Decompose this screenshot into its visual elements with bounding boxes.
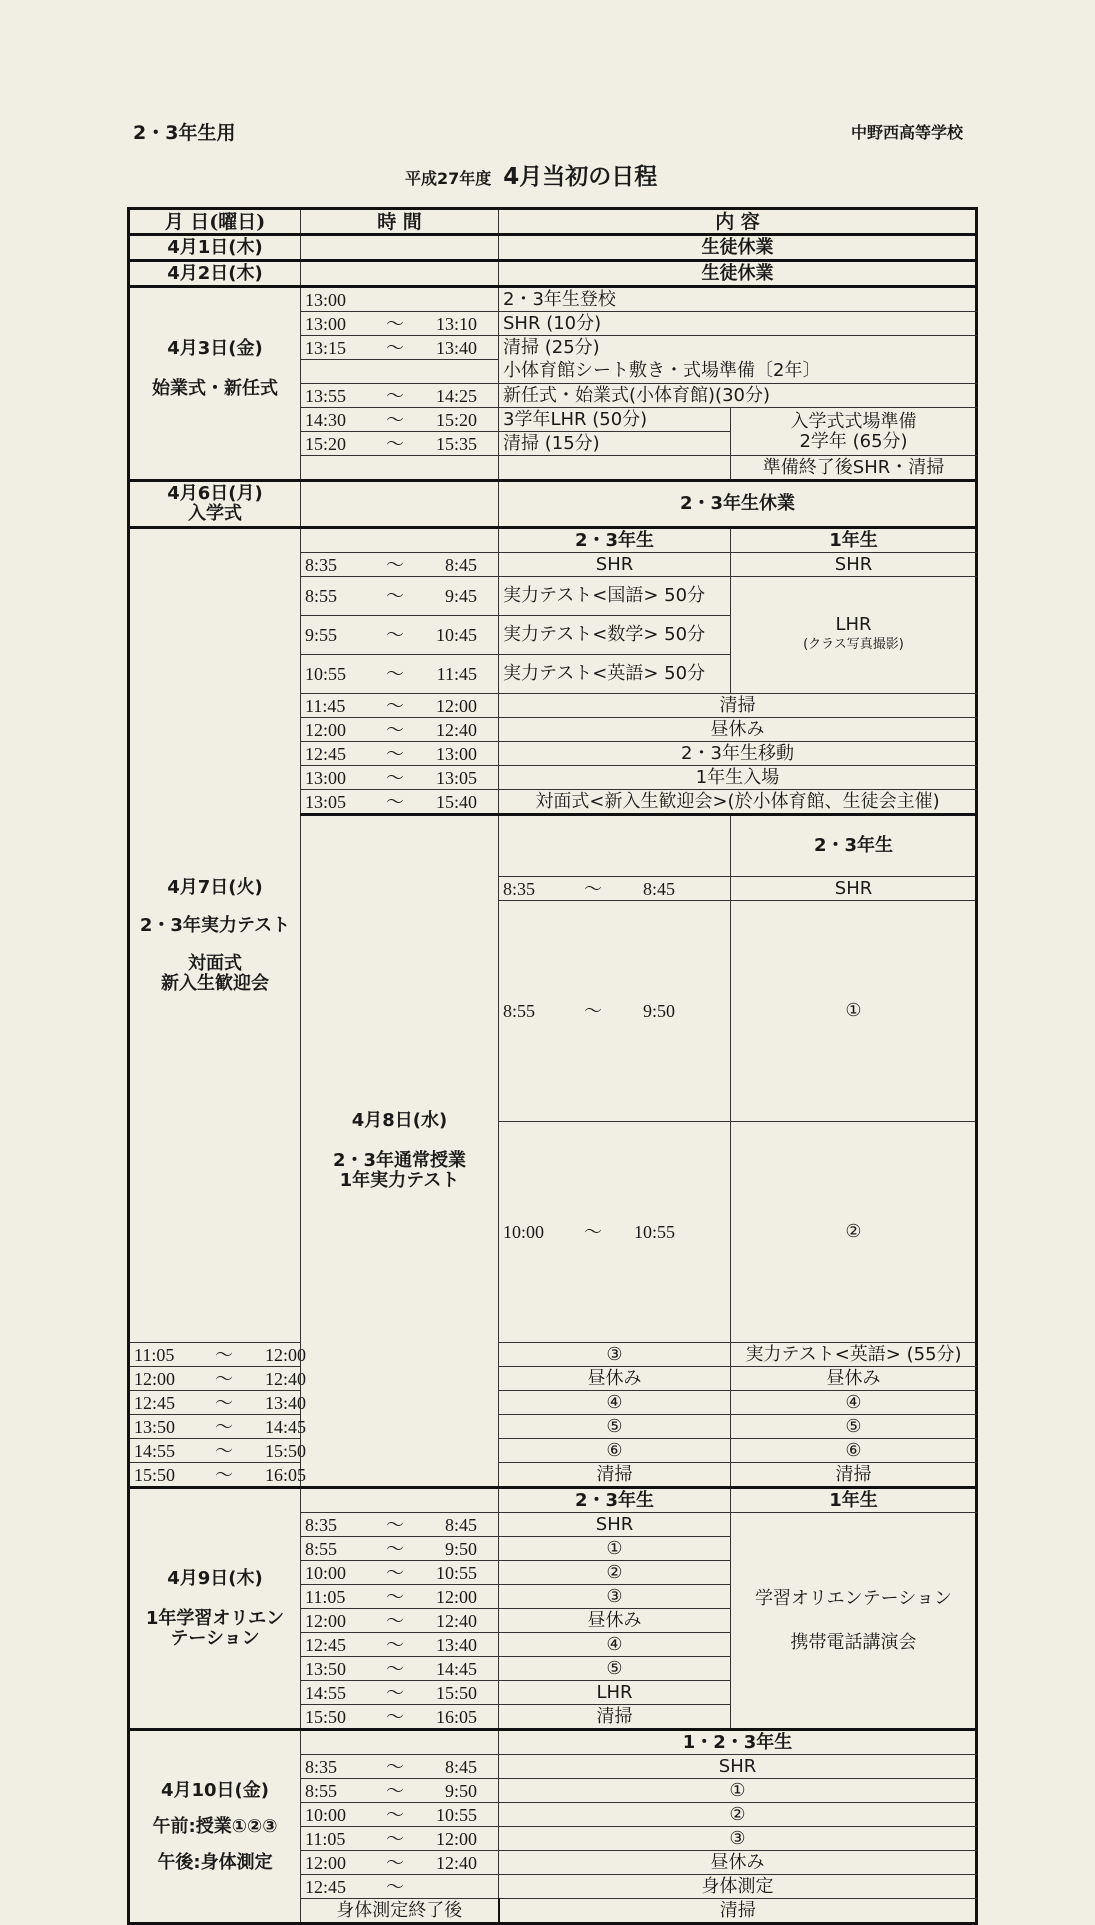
time-cell bbox=[301, 1609, 499, 1633]
time-end: 8:45 bbox=[642, 878, 675, 899]
time-cell: 身体測定終了後 bbox=[301, 1899, 499, 1924]
time-sep: 〜 bbox=[386, 313, 404, 334]
time-cell bbox=[301, 408, 499, 432]
table-row bbox=[129, 287, 977, 312]
prep-line: 2学年 (65分) bbox=[799, 430, 908, 452]
time-cell bbox=[301, 577, 499, 616]
time-start: 13:00 bbox=[305, 767, 347, 788]
content-cell: 実力テスト<国語> 50分 bbox=[499, 577, 731, 616]
content-cell: SHR bbox=[499, 553, 731, 577]
time-cell bbox=[301, 1537, 499, 1561]
time-sep: 〜 bbox=[386, 1756, 404, 1777]
table-row bbox=[129, 261, 977, 287]
orientation-cell bbox=[731, 1513, 977, 1730]
time-start: 8:35 bbox=[503, 878, 536, 899]
time-cell bbox=[301, 261, 499, 287]
time-cell bbox=[301, 287, 499, 312]
content-cell: ⑤ bbox=[731, 1415, 977, 1439]
title-era: 平成27年度 bbox=[405, 169, 492, 188]
content-cell: 昼休み bbox=[499, 1851, 977, 1875]
group-header: 2・3年生 bbox=[499, 528, 731, 553]
content-cell: LHR bbox=[499, 1681, 731, 1705]
time-start: 10:55 bbox=[305, 664, 347, 684]
time-end: 15:20 bbox=[435, 409, 477, 430]
time-start: 12:00 bbox=[134, 1368, 176, 1389]
content-cell: 対面式<新入生歓迎会>(於小体育館、生徒会主催) bbox=[499, 790, 977, 815]
table-row bbox=[129, 481, 977, 528]
time-end: 8:45 bbox=[444, 1514, 477, 1535]
time-sep: 〜 bbox=[386, 433, 404, 454]
time-end: 12:40 bbox=[435, 1852, 477, 1873]
time-start: 10:00 bbox=[503, 1222, 545, 1242]
time-start: 11:45 bbox=[305, 695, 346, 716]
page-title bbox=[405, 158, 657, 191]
time-cell bbox=[301, 1755, 499, 1779]
date-cell bbox=[129, 1488, 301, 1730]
time-cell bbox=[301, 1779, 499, 1803]
time-sep: 〜 bbox=[386, 1876, 404, 1897]
lhr-label: LHR bbox=[835, 614, 872, 635]
date-cell bbox=[129, 481, 301, 528]
content-cell: 清掃 bbox=[499, 694, 977, 718]
title-main: 4月当初の日程 bbox=[503, 164, 658, 190]
time-sep: 〜 bbox=[386, 743, 404, 764]
time-sep: 〜 bbox=[215, 1464, 233, 1485]
content-cell: ① bbox=[731, 901, 977, 1122]
event-label: 始業式・新任式 bbox=[152, 377, 278, 399]
time-start: 13:50 bbox=[134, 1416, 176, 1437]
content-cell: ⑥ bbox=[731, 1439, 977, 1463]
content-cell: ① bbox=[499, 1779, 977, 1803]
group-header: 1・2・3年生 bbox=[499, 1730, 977, 1755]
group-header: 2・3年生 bbox=[731, 815, 977, 877]
time-end: 12:00 bbox=[435, 1828, 477, 1849]
time-sep: 〜 bbox=[215, 1344, 233, 1365]
time-cell bbox=[301, 1488, 499, 1513]
time-end: 8:45 bbox=[444, 554, 477, 575]
time-cell bbox=[301, 790, 499, 815]
time-sep: 〜 bbox=[584, 1222, 602, 1242]
time-start: 15:20 bbox=[305, 433, 347, 454]
col-time: 時 間 bbox=[301, 209, 499, 235]
time-cell bbox=[499, 815, 731, 877]
time-sep: 〜 bbox=[386, 1658, 404, 1679]
content-cell: ⑥ bbox=[499, 1439, 731, 1463]
time-cell bbox=[301, 718, 499, 742]
time-cell bbox=[301, 694, 499, 718]
time-sep: 〜 bbox=[215, 1368, 233, 1389]
time-sep: 〜 bbox=[386, 586, 404, 606]
table-row bbox=[129, 1730, 977, 1755]
date-cell: 4月2日(木) bbox=[129, 261, 301, 287]
time-start: 12:45 bbox=[305, 743, 347, 764]
time-sep: 〜 bbox=[215, 1392, 233, 1413]
time-sep: 〜 bbox=[386, 409, 404, 430]
time-sep: 〜 bbox=[386, 1706, 404, 1727]
time-end: 10:55 bbox=[633, 1222, 675, 1242]
time-end: 14:45 bbox=[264, 1416, 306, 1437]
time-end: 15:35 bbox=[435, 433, 477, 454]
time-start: 12:00 bbox=[305, 719, 347, 740]
time-cell bbox=[301, 336, 499, 360]
table-row bbox=[129, 1488, 977, 1513]
time-cell bbox=[301, 1681, 499, 1705]
time-cell bbox=[301, 456, 499, 481]
table-row bbox=[129, 1415, 977, 1439]
time-end: 13:05 bbox=[435, 767, 477, 788]
time-start: 8:55 bbox=[305, 1538, 338, 1559]
content-cell: ⑤ bbox=[499, 1415, 731, 1439]
time-sep: 〜 bbox=[386, 1610, 404, 1631]
time-end: 12:40 bbox=[435, 1610, 477, 1631]
time-cell bbox=[301, 1875, 499, 1899]
content-cell: 清掃 bbox=[499, 1899, 977, 1924]
content-cell: 2・3年生移動 bbox=[499, 742, 977, 766]
table-row bbox=[129, 528, 977, 553]
content-cell: 3学年LHR (50分) bbox=[499, 408, 731, 432]
time-cell bbox=[301, 360, 499, 384]
time-end: 15:50 bbox=[264, 1440, 306, 1461]
time-cell bbox=[301, 766, 499, 790]
time-start: 15:50 bbox=[134, 1464, 176, 1485]
time-end: 10:55 bbox=[435, 1804, 477, 1825]
event-label: 対面式 bbox=[188, 952, 242, 974]
time-sep: 〜 bbox=[386, 695, 404, 716]
time-end: 12:00 bbox=[435, 1586, 477, 1607]
time-cell bbox=[301, 553, 499, 577]
table-row bbox=[129, 235, 977, 261]
table-row bbox=[129, 1391, 977, 1415]
content-cell: 準備終了後SHR・清掃 bbox=[731, 456, 977, 481]
content-cell: ④ bbox=[499, 1391, 731, 1415]
content-cell: 清掃 (15分) bbox=[499, 432, 731, 456]
content-cell: 実力テスト<英語> (55分) bbox=[731, 1343, 977, 1367]
time-end: 13:40 bbox=[264, 1392, 306, 1413]
time-cell bbox=[301, 1513, 499, 1537]
event-label: テーション bbox=[170, 1627, 260, 1649]
content-cell: ⑤ bbox=[499, 1657, 731, 1681]
table-row bbox=[129, 1439, 977, 1463]
date-label: 4月3日(金) bbox=[167, 337, 263, 359]
time-sep: 〜 bbox=[386, 1634, 404, 1655]
time-cell bbox=[301, 616, 499, 655]
time-sep: 〜 bbox=[386, 1586, 404, 1607]
time-sep: 〜 bbox=[386, 1804, 404, 1825]
time-start: 12:00 bbox=[305, 1852, 347, 1873]
time-start: 14:30 bbox=[305, 409, 347, 430]
time-cell bbox=[301, 1803, 499, 1827]
time-start: 9:55 bbox=[305, 625, 338, 645]
event-label: 2・3年通常授業 bbox=[332, 1150, 467, 1171]
time-end: 12:40 bbox=[435, 719, 477, 740]
content-cell: ④ bbox=[499, 1633, 731, 1657]
content-cell: 生徒休業 bbox=[499, 235, 977, 261]
content-cell: SHR bbox=[499, 1755, 977, 1779]
time-cell bbox=[301, 742, 499, 766]
event-label: 午後:身体測定 bbox=[157, 1851, 273, 1873]
content-cell: 清掃 bbox=[499, 1463, 731, 1488]
time-end: 10:45 bbox=[435, 625, 477, 645]
content-cell: 身体測定 bbox=[499, 1875, 977, 1899]
prep-cell bbox=[731, 408, 977, 456]
time-cell bbox=[301, 235, 499, 261]
time-cell bbox=[301, 1561, 499, 1585]
content-cell: 昼休み bbox=[499, 1609, 731, 1633]
time-start: 15:50 bbox=[305, 1706, 347, 1727]
content-cell: 昼休み bbox=[499, 718, 977, 742]
time-sep: 〜 bbox=[215, 1440, 233, 1461]
time-sep: 〜 bbox=[386, 1538, 404, 1559]
time-cell bbox=[301, 1730, 499, 1755]
time-start: 8:35 bbox=[305, 1514, 338, 1535]
time-cell bbox=[129, 1367, 306, 1391]
time-start: 12:45 bbox=[134, 1392, 176, 1413]
time-cell bbox=[301, 1705, 499, 1730]
time-end: 11:45 bbox=[436, 664, 477, 684]
time-cell bbox=[301, 1851, 499, 1875]
time-start: 8:35 bbox=[305, 1756, 338, 1777]
time-sep: 〜 bbox=[386, 1562, 404, 1583]
content-cell: 小体育館シート敷き・式場準備〔2年〕 bbox=[499, 360, 977, 384]
event-label: 入学式 bbox=[188, 503, 242, 524]
time-sep: 〜 bbox=[386, 791, 404, 812]
date-cell: 4月1日(木) bbox=[129, 235, 301, 261]
time-start: 12:00 bbox=[305, 1610, 347, 1631]
time-cell bbox=[301, 312, 499, 336]
time-end: 13:40 bbox=[435, 337, 477, 358]
group-header: 2・3年生 bbox=[499, 1488, 731, 1513]
time-sep: 〜 bbox=[386, 767, 404, 788]
content-cell: ③ bbox=[499, 1585, 731, 1609]
time-sep: 〜 bbox=[386, 664, 404, 684]
time-end: 12:40 bbox=[264, 1368, 306, 1389]
event-label: 1年実力テスト bbox=[339, 1170, 460, 1191]
col-date: 月 日(曜日) bbox=[129, 209, 301, 235]
table-row bbox=[129, 1367, 977, 1391]
schedule-table bbox=[127, 207, 978, 1925]
time-end: 16:05 bbox=[264, 1464, 306, 1485]
time-cell bbox=[129, 1439, 306, 1463]
orientation-line: 学習オリエンテーション bbox=[755, 1587, 952, 1609]
time-sep: 〜 bbox=[386, 1780, 404, 1801]
content-cell: ② bbox=[499, 1803, 977, 1827]
time-end: 12:00 bbox=[435, 695, 477, 716]
date-label: 4月8日(水) bbox=[351, 1110, 448, 1131]
time-start: 14:55 bbox=[305, 1682, 347, 1703]
date-label: 4月10日(金) bbox=[160, 1779, 270, 1801]
date-cell bbox=[301, 815, 499, 1488]
time-start: 14:55 bbox=[134, 1440, 176, 1461]
time-cell bbox=[301, 655, 499, 694]
time-cell bbox=[499, 877, 731, 901]
time-start: 12:45 bbox=[305, 1876, 347, 1897]
time-start: 11:05 bbox=[305, 1828, 346, 1849]
time-start: 12:45 bbox=[305, 1634, 347, 1655]
time-cell bbox=[129, 1463, 306, 1488]
time-start: 10:00 bbox=[305, 1562, 347, 1583]
time-sep: 〜 bbox=[386, 1514, 404, 1535]
time-start: 8:35 bbox=[305, 554, 338, 575]
col-content: 内 容 bbox=[499, 209, 977, 235]
date-label: 4月9日(木) bbox=[167, 1567, 263, 1589]
time-end: 9:50 bbox=[444, 1780, 477, 1801]
time-end: 13:40 bbox=[435, 1634, 477, 1655]
time-sep: 〜 bbox=[386, 1852, 404, 1873]
time-start: 11:05 bbox=[305, 1586, 346, 1607]
time-sep: 〜 bbox=[386, 625, 404, 645]
time-end: 14:45 bbox=[435, 1658, 477, 1679]
time-end: 14:25 bbox=[435, 385, 477, 406]
time-end: 9:50 bbox=[642, 1001, 675, 1021]
content-cell: 実力テスト<数学> 50分 bbox=[499, 616, 731, 655]
time-start: 8:55 bbox=[305, 586, 338, 606]
group-header: 1年生 bbox=[731, 1488, 977, 1513]
content-cell: 昼休み bbox=[499, 1367, 731, 1391]
content-cell: ② bbox=[499, 1561, 731, 1585]
time-cell bbox=[129, 1415, 306, 1439]
content-cell: 清掃 (25分) bbox=[499, 336, 977, 360]
time-cell bbox=[301, 384, 499, 408]
header-row bbox=[129, 209, 977, 235]
content-cell: SHR bbox=[731, 553, 977, 577]
content-cell: 清掃 bbox=[731, 1463, 977, 1488]
content-cell: ③ bbox=[499, 1827, 977, 1851]
time-start: 11:05 bbox=[134, 1344, 175, 1365]
time-end: 13:10 bbox=[435, 313, 477, 334]
time-start: 13:15 bbox=[305, 337, 347, 358]
lhr-note: (クラス写真撮影) bbox=[803, 637, 904, 652]
content-cell: SHR (10分) bbox=[499, 312, 977, 336]
time-cell bbox=[301, 481, 499, 528]
time-sep: 〜 bbox=[215, 1416, 233, 1437]
time-cell bbox=[301, 528, 499, 553]
content-cell: 2・3年生登校 bbox=[499, 287, 977, 312]
time-cell bbox=[499, 1122, 731, 1343]
time-cell bbox=[301, 1585, 499, 1609]
time-end: 15:40 bbox=[435, 791, 477, 812]
date-cell bbox=[129, 1730, 301, 1924]
event-label: 午前:授業①②③ bbox=[152, 1815, 278, 1837]
time-sep: 〜 bbox=[584, 878, 602, 899]
time-cell bbox=[499, 901, 731, 1122]
time-end: 12:00 bbox=[264, 1344, 306, 1365]
school-name: 中野西高等学校 bbox=[851, 123, 964, 142]
content-cell: SHR bbox=[731, 877, 977, 901]
time-start: 13:00 bbox=[305, 289, 347, 310]
content-cell: 実力テスト<英語> 50分 bbox=[499, 655, 731, 694]
time-end: 8:45 bbox=[444, 1756, 477, 1777]
time-cell bbox=[129, 1391, 306, 1415]
group-header: 1年生 bbox=[731, 528, 977, 553]
time-end: 13:00 bbox=[435, 743, 477, 764]
content-cell: ① bbox=[499, 1537, 731, 1561]
time-end: 16:05 bbox=[435, 1706, 477, 1727]
time-start: 8:55 bbox=[305, 1780, 338, 1801]
content-cell: ② bbox=[731, 1122, 977, 1343]
audience-label: 2・3年生用 bbox=[133, 122, 236, 144]
content-cell: 2・3年生休業 bbox=[499, 481, 977, 528]
event-label: 1年学習オリエン bbox=[145, 1607, 285, 1629]
time-cell bbox=[301, 432, 499, 456]
time-cell bbox=[301, 1633, 499, 1657]
content-cell bbox=[499, 456, 731, 481]
time-end: 10:55 bbox=[435, 1562, 477, 1583]
time-start: 13:50 bbox=[305, 1658, 347, 1679]
time-cell bbox=[129, 1343, 306, 1367]
date-label: 4月7日(火) bbox=[167, 876, 263, 898]
time-end: 9:50 bbox=[444, 1538, 477, 1559]
content-cell: ③ bbox=[499, 1343, 731, 1367]
content-cell: 生徒休業 bbox=[499, 261, 977, 287]
prep-line: 入学式式場準備 bbox=[790, 410, 917, 432]
content-cell: 1年生入場 bbox=[499, 766, 977, 790]
content-cell: 清掃 bbox=[499, 1705, 731, 1730]
time-sep: 〜 bbox=[386, 719, 404, 740]
time-cell bbox=[301, 1657, 499, 1681]
time-end: 9:45 bbox=[444, 586, 477, 606]
time-start: 13:55 bbox=[305, 385, 347, 406]
time-sep: 〜 bbox=[584, 1001, 602, 1021]
content-cell: SHR bbox=[499, 1513, 731, 1537]
date-cell bbox=[129, 528, 301, 1343]
time-sep: 〜 bbox=[386, 1682, 404, 1703]
time-start: 13:00 bbox=[305, 313, 347, 334]
date-cell bbox=[129, 287, 301, 481]
table-row bbox=[129, 1463, 977, 1488]
time-end: 15:50 bbox=[435, 1682, 477, 1703]
event-label: 2・3年実力テスト bbox=[139, 914, 291, 936]
date-label: 4月6日(月) bbox=[167, 483, 263, 504]
content-cell: ④ bbox=[731, 1391, 977, 1415]
time-sep: 〜 bbox=[386, 1828, 404, 1849]
time-sep: 〜 bbox=[386, 337, 404, 358]
time-start: 13:05 bbox=[305, 791, 347, 812]
time-sep: 〜 bbox=[386, 385, 404, 406]
time-sep: 〜 bbox=[386, 554, 404, 575]
table-row bbox=[129, 1343, 977, 1367]
time-cell bbox=[301, 1827, 499, 1851]
time-start: 8:55 bbox=[503, 1001, 536, 1021]
time-start: 10:00 bbox=[305, 1804, 347, 1825]
lhr-cell bbox=[731, 577, 977, 694]
orientation-line: 携帯電話講演会 bbox=[790, 1631, 917, 1653]
content-cell: 新任式・始業式(小体育館)(30分) bbox=[499, 384, 977, 408]
event-label: 新入生歓迎会 bbox=[161, 972, 269, 994]
content-cell: 昼休み bbox=[731, 1367, 977, 1391]
